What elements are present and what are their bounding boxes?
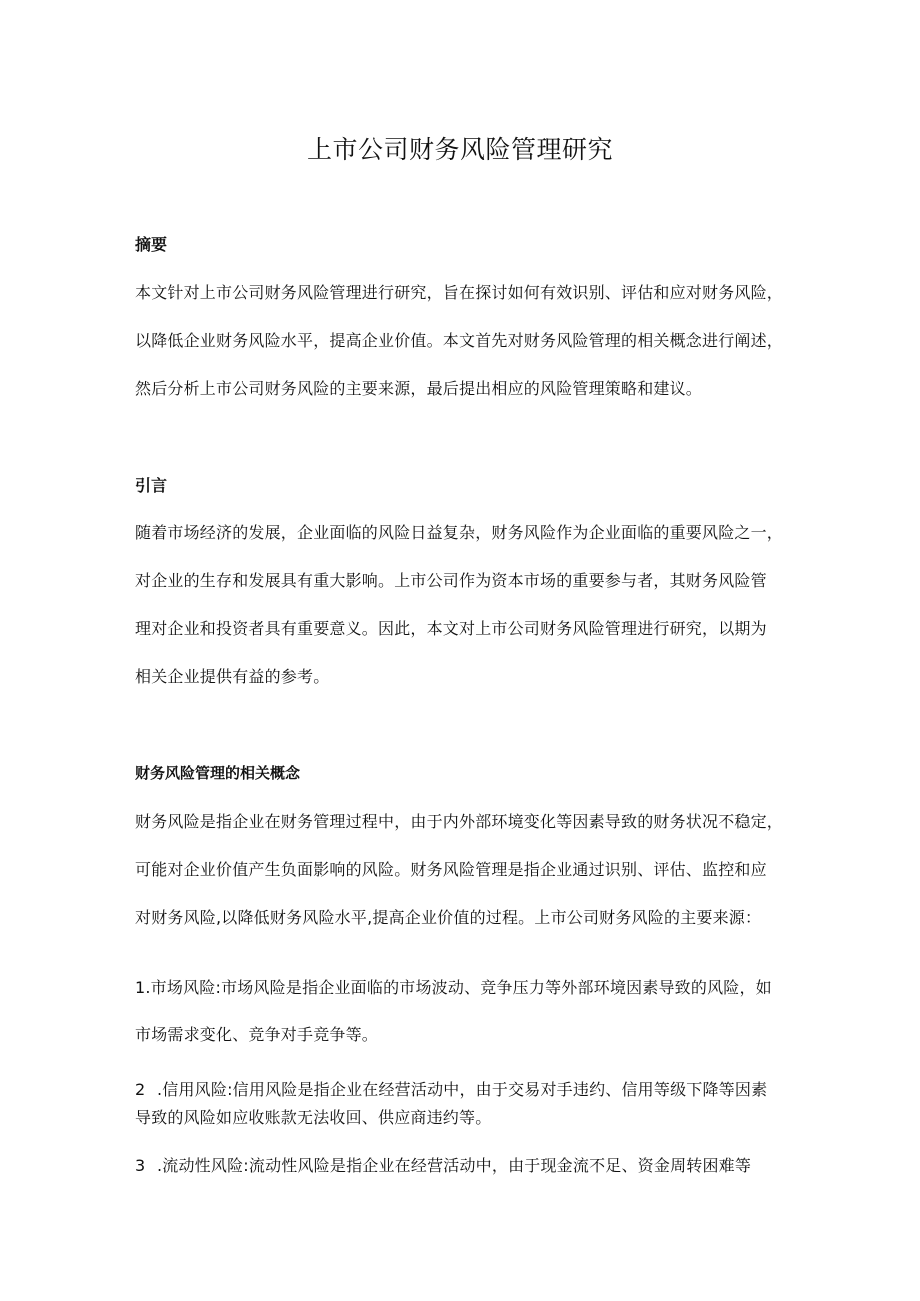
paragraph-line: 本文针对上市公司财务风险管理进行研究，旨在探讨如何有效识别、评估和应对财务风险， <box>135 283 784 302</box>
section-heading-concepts: 财务风险管理的相关概念 <box>135 764 301 782</box>
list-item <box>135 975 805 998</box>
list-item-text: 市场风险:市场风险是指企业面临的市场波动、竞争压力等外部环境因素导致的风险，如 <box>150 978 772 997</box>
list-item <box>135 1077 805 1100</box>
paragraph-line: 对财务风险,以降低财务风险水平,提高企业价值的过程。上市公司财务风险的主要来源： <box>135 908 762 927</box>
paragraph-line: 随着市场经济的发展，企业面临的风险日益复杂，财务风险作为企业面临的重要风险之一， <box>135 523 784 542</box>
paragraph-line: 可能对企业价值产生负面影响的风险。财务风险管理是指企业通过识别、评估、监控和应 <box>135 860 767 879</box>
paragraph-line: 财务风险是指企业在财务管理过程中，由于内外部环境变化等因素导致的财务状况不稳定， <box>135 812 784 831</box>
list-item-text: .流动性风险:流动性风险是指企业在经营活动中，由于现金流不足、资金周转困难等 <box>157 1156 752 1175</box>
section-heading-abstract: 摘要 <box>135 235 168 254</box>
paragraph-line: 然后分析上市公司财务风险的主要来源，最后提出相应的风险管理策略和建议。 <box>135 379 703 398</box>
document-title: 上市公司财务风险管理研究 <box>306 135 613 164</box>
paragraph-line: 相关企业提供有益的参考。 <box>135 667 330 686</box>
list-item-continuation: 导致的风险如应收账款无法收回、供应商违约等。 <box>135 1108 492 1127</box>
list-item-text: .信用风险:信用风险是指企业在经营活动中，由于交易对手违约、信用等级下降等因素 <box>157 1080 768 1099</box>
paragraph-line: 对企业的生存和发展具有重大影响。上市公司作为资本市场的重要参与者，其财务风险管 <box>135 571 767 590</box>
list-item <box>135 1153 805 1176</box>
list-item-continuation: 市场需求变化、竞争对手竞争等。 <box>135 1025 379 1044</box>
paragraph-line: 理对企业和投资者具有重要意义。因此，本文对上市公司财务风险管理进行研究，以期为 <box>135 619 767 638</box>
list-item-number: 1. <box>135 978 151 997</box>
list-item-number: 2 <box>135 1080 146 1099</box>
section-heading-introduction: 引言 <box>135 476 168 495</box>
list-item-number: 3 <box>135 1156 146 1175</box>
paragraph-line: 以降低企业财务风险水平，提高企业价值。本文首先对财务风险管理的相关概念进行阐述， <box>135 331 784 350</box>
